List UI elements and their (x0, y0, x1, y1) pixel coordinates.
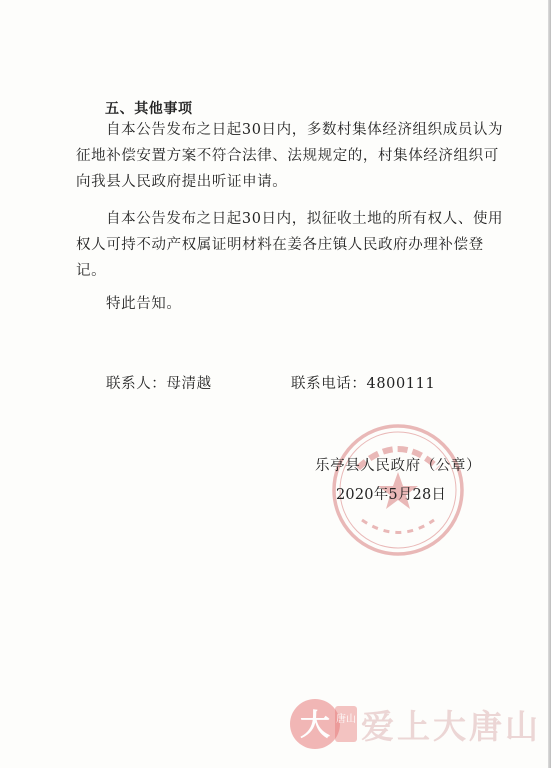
watermark-logo-char: 大 (300, 708, 330, 743)
closing-text: 特此告知。 (106, 296, 182, 312)
watermark-logo-side: 唐山 (336, 714, 356, 725)
section-heading: 五、其他事项 (105, 101, 193, 117)
contact-person: 联系人：母清越 (106, 376, 212, 392)
paragraph-line: 权人可持不动产权属证明材料在姜各庄镇人民政府办理补偿登 (76, 237, 484, 253)
paragraph-line: 自本公告发布之日起30日内，多数村集体经济组织成员认为 (106, 122, 504, 138)
contact-phone: 联系电话：4800111 (291, 376, 436, 392)
paragraph-registration (76, 206, 504, 284)
watermark-text: 爱上大唐山 (361, 707, 541, 746)
paragraph-line: 征地补偿安置方案不符合法律、法规规定的，村集体经济组织可 (76, 148, 499, 164)
paragraph-line: 自本公告发布之日起30日内，拟征收土地的所有权人、使用 (106, 211, 504, 227)
issue-date: 2020年5月28日 (336, 487, 447, 503)
paragraph-hearing (76, 117, 504, 195)
paragraph-line: 向我县人民政府提出听证申请。 (76, 174, 288, 190)
issuer-name: 乐亭县人民政府（公章） (315, 458, 482, 474)
closing-line (76, 291, 496, 317)
paragraph-line: 记。 (76, 263, 107, 279)
